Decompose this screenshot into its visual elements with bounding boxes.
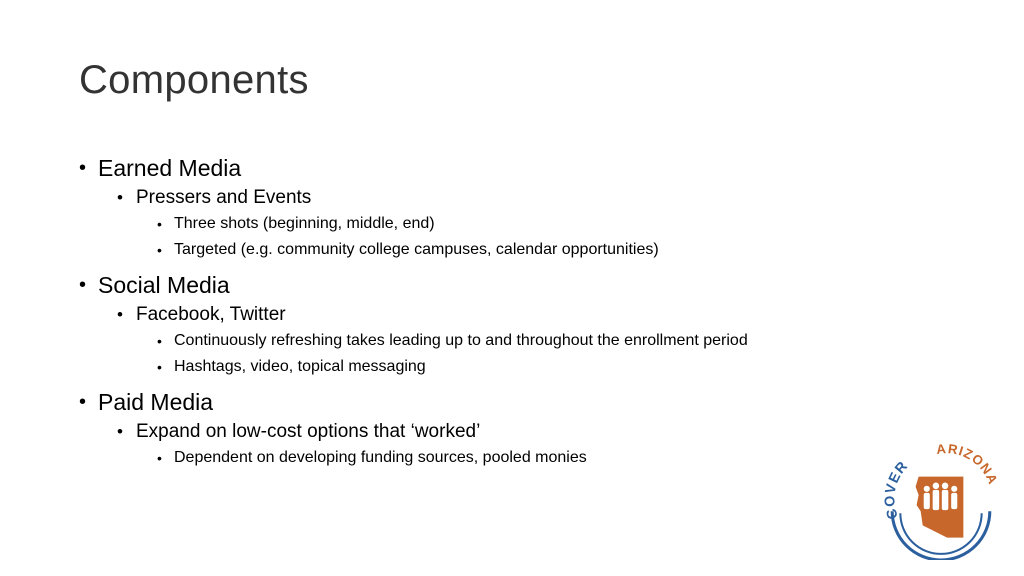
logo-word-cover: COVER [882, 458, 912, 522]
bullet-dot: • [79, 391, 87, 413]
bullet-dot: • [79, 274, 87, 296]
bullet-dot: • [117, 188, 123, 207]
bullet-text: Social Media [98, 272, 230, 298]
bullet-level2 [79, 185, 899, 211]
bullet-dot: • [157, 216, 162, 232]
bullet-level2 [79, 419, 899, 445]
bullet-dot: • [157, 450, 162, 466]
bullet-level2 [79, 302, 899, 328]
bullet-dot: • [117, 305, 123, 324]
bullet-dot: • [157, 333, 162, 349]
bullet-level3 [79, 237, 899, 263]
bullet-text: Three shots (beginning, middle, end) [174, 215, 435, 232]
bullet-text: Pressers and Events [136, 187, 312, 208]
bullet-text: Earned Media [98, 155, 242, 181]
svg-text:COVER [882, 458, 911, 521]
bullet-level3 [79, 328, 899, 354]
bullet-text: Dependent on developing funding sources, pooled monies [174, 449, 587, 466]
bullet-text: Paid Media [98, 389, 214, 415]
bullet-dot: • [157, 359, 162, 375]
cover-arizona-logo [880, 438, 1002, 560]
bullet-text: Facebook, Twitter [136, 304, 286, 325]
bullet-level1 [79, 270, 899, 300]
bullet-dot: • [117, 422, 123, 441]
bullet-level3 [79, 211, 899, 237]
bullet-dot: • [79, 157, 87, 179]
bullet-level1 [79, 153, 899, 183]
bullet-list [79, 150, 899, 471]
bullet-level3 [79, 354, 899, 380]
bullet-level3 [79, 445, 899, 471]
slide-title: Components [79, 58, 309, 102]
bullet-text: Continuously refreshing takes leading up to and throughout the enrollment period [174, 332, 748, 349]
bullet-text: Hashtags, video, topical messaging [174, 358, 426, 375]
bullet-level1 [79, 387, 899, 417]
logo-word-arizona: ARIZONA [935, 441, 1001, 487]
bullet-dot: • [157, 242, 162, 258]
bullet-text: Targeted (e.g. community college campuses, calendar opportunities) [174, 241, 659, 258]
bullet-text: Expand on low-cost options that ‘worked’ [136, 421, 481, 442]
